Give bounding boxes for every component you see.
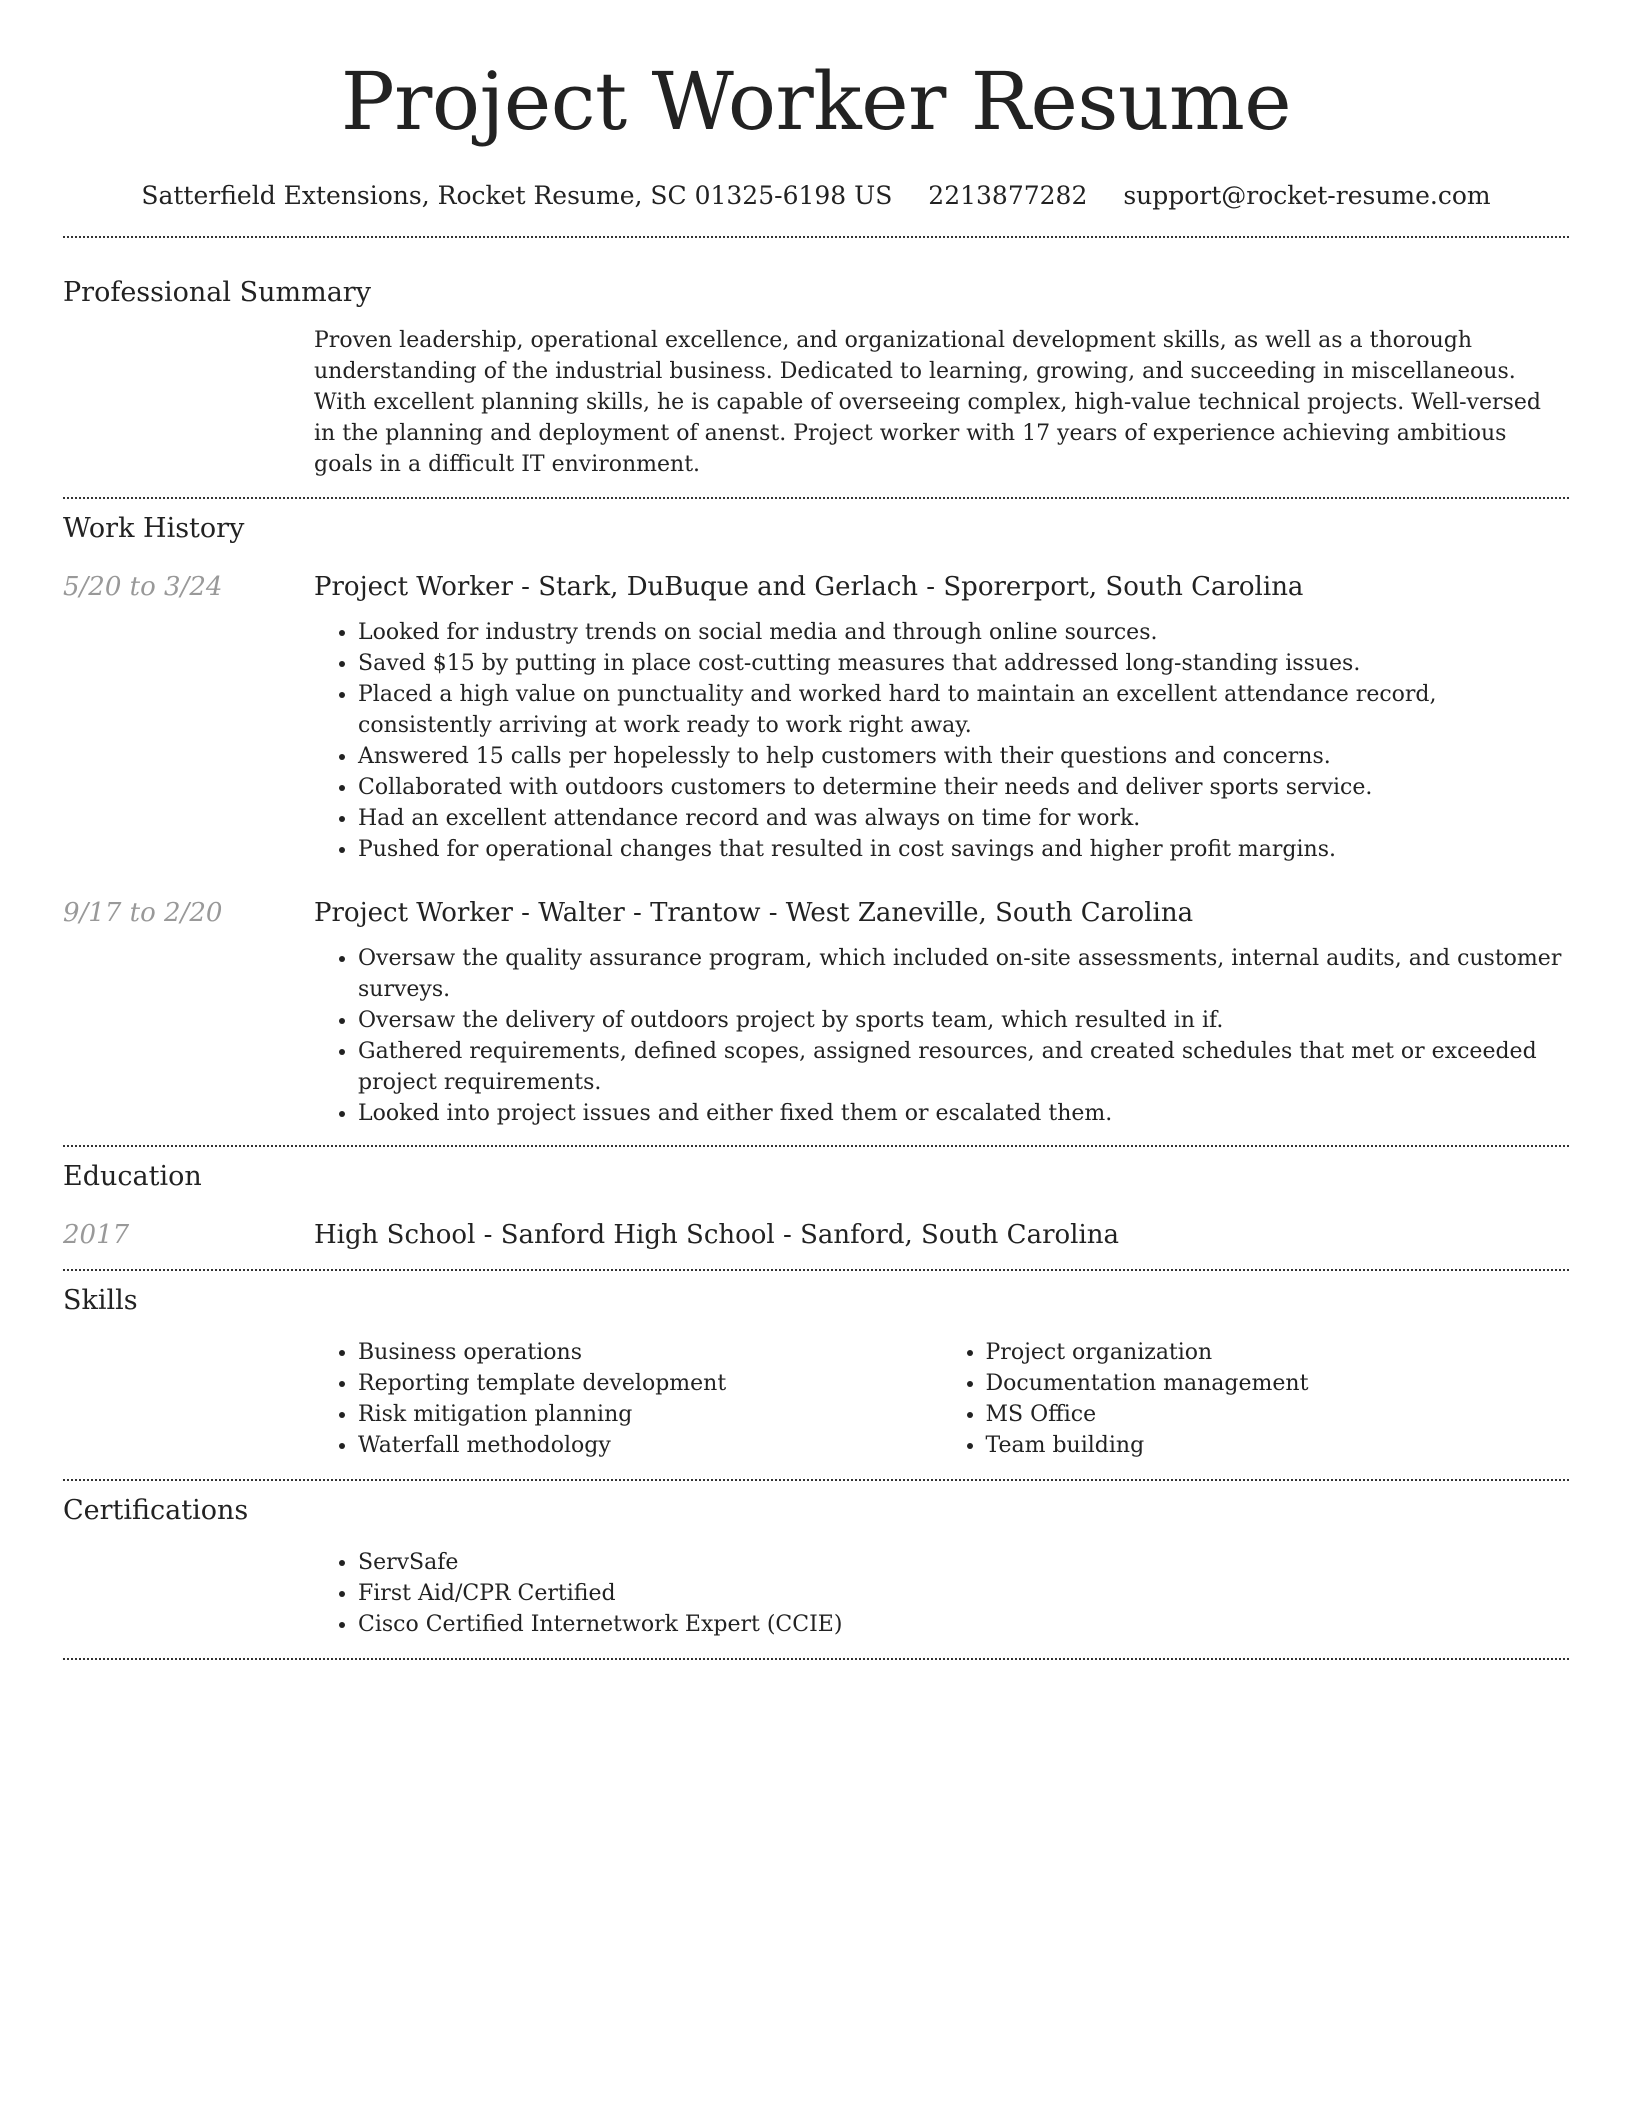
list-item: • Team building (986, 1430, 1570, 1461)
section-divider (63, 236, 1569, 238)
work-heading: Work History (63, 513, 245, 544)
certifications-list (314, 1547, 1569, 1640)
resume-header (63, 0, 1569, 214)
job-entry (63, 895, 1569, 1129)
list-item: • Oversaw the quality assurance program, which included on-site assessments, internal audits, and customer surveys. (358, 943, 1569, 1005)
section-divider (63, 497, 1569, 499)
summary-row (63, 325, 1569, 480)
list-item: • Documentation management (986, 1368, 1570, 1399)
job-dates: 5/20 to 3/24 (63, 572, 223, 602)
job-bullets (314, 617, 1569, 865)
contact-line (63, 178, 1569, 214)
section-divider (63, 1658, 1569, 1660)
list-item: • ServSafe (358, 1547, 1569, 1578)
education-title: High School - Sanford High School - Sanford, South Carolina (314, 1220, 1120, 1250)
job-title: Project Worker - Stark, DuBuque and Gerlach - Sporerport, South Carolina (314, 572, 1304, 602)
list-item: • Gathered requirements, defined scopes, assigned resources, and created schedules that met or exceeded project requirements. (358, 1036, 1569, 1098)
list-item: • MS Office (986, 1399, 1570, 1430)
list-item: • Saved $15 by putting in place cost-cutting measures that addressed long-standing issues. (358, 648, 1569, 679)
contact-address: Satterfield Extensions, Rocket Resume, SC 01325-6198 US (141, 181, 893, 210)
summary-heading: Professional Summary (63, 277, 371, 308)
list-item: • Oversaw the delivery of outdoors project by sports team, which resulted in if. (358, 1005, 1569, 1036)
list-item: • Reporting template development (358, 1368, 942, 1399)
list-item: • Looked into project issues and either fixed them or escalated them. (358, 1098, 1569, 1129)
list-item: • Project organization (986, 1337, 1570, 1368)
resume-title: Project Worker Resume (340, 55, 1292, 148)
certifications-heading: Certifications (63, 1495, 249, 1526)
contact-email: support@rocket-resume.com (1123, 181, 1491, 210)
list-item: • Pushed for operational changes that resulted in cost savings and higher profit margins. (358, 834, 1569, 865)
skills-list-left (314, 1337, 942, 1461)
job-title: Project Worker - Walter - Trantow - West Zaneville, South Carolina (314, 898, 1194, 928)
skills-row (63, 1337, 1569, 1461)
job-bullets (314, 943, 1569, 1129)
list-item: • Collaborated with outdoors customers to determine their needs and deliver sports service. (358, 772, 1569, 803)
certifications-row (63, 1547, 1569, 1640)
list-item: • Waterfall methodology (358, 1430, 942, 1461)
education-year: 2017 (63, 1220, 130, 1250)
job-dates: 9/17 to 2/20 (63, 898, 223, 928)
list-item: • Answered 15 calls per hopelessly to help customers with their questions and concerns. (358, 741, 1569, 772)
education-entry (63, 1217, 1569, 1253)
section-divider (63, 1479, 1569, 1481)
section-divider (63, 1269, 1569, 1271)
education-heading: Education (63, 1161, 202, 1192)
list-item: • Placed a high value on punctuality and worked hard to maintain an excellent attendance record, consistently arriving at work ready to work right away. (358, 679, 1569, 741)
list-item: • Had an excellent attendance record and was always on time for work. (358, 803, 1569, 834)
list-item: • First Aid/CPR Certified (358, 1578, 1569, 1609)
job-entry (63, 569, 1569, 865)
list-item: • Looked for industry trends on social media and through online sources. (358, 617, 1569, 648)
section-divider (63, 1145, 1569, 1147)
summary-text: Proven leadership, operational excellence, and organizational development skills, as well as a thorough understanding of the industrial business. Dedicated to learning, growing, and succeeding in miscellaneous. With excellent planning skills, he is capable of overseeing complex, high-value technical projects. Well-versed in the planning and deployment of anenst. Project worker with 17 years of experience achieving ambitious goals in a difficult IT environment. (314, 328, 1541, 477)
list-item: • Cisco Certified Internetwork Expert (CCIE) (358, 1609, 1569, 1640)
list-item: • Business operations (358, 1337, 942, 1368)
skills-heading: Skills (63, 1285, 138, 1316)
skills-list-right (942, 1337, 1570, 1461)
list-item: • Risk mitigation planning (358, 1399, 942, 1430)
contact-phone: 2213877282 (928, 181, 1088, 210)
